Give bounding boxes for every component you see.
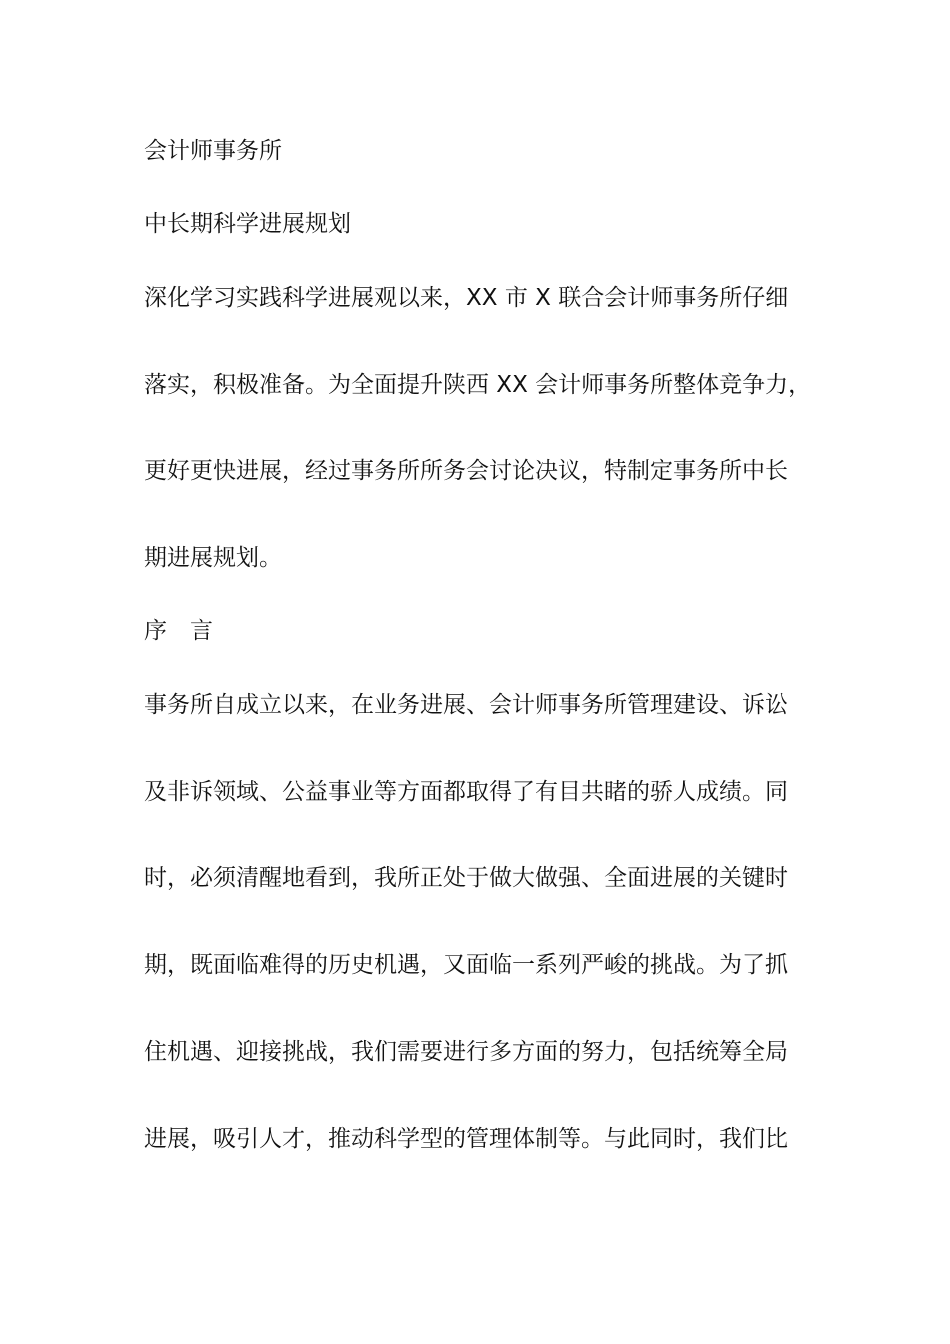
document-title: 会计师事务所 — [144, 138, 282, 164]
body-line-5: 住机遇、迎接挑战，我们需要进行多方面的努力，包括统筹全局 — [144, 1039, 788, 1065]
body-line-1: 事务所自成立以来，在业务进展、会计师事务所管理建设、诉讼 — [144, 692, 788, 718]
intro-line-1: 深化学习实践科学进展观以来，XX 市 X 联合会计师事务所仔细 — [144, 285, 789, 311]
intro-line-3: 更好更快进展，经过事务所所务会讨论决议，特制定事务所中长 — [144, 458, 788, 484]
intro-line-2: 落实，积极准备。为全面提升陕西 XX 会计师事务所整体竞争力， — [144, 372, 812, 398]
section-heading: 序 言 — [144, 618, 213, 644]
body-line-6: 进展，吸引人才，推动科学型的管理体制等。与此同时，我们比 — [144, 1126, 788, 1152]
body-line-4: 期，既面临难得的历史机遇，又面临一系列严峻的挑战。为了抓 — [144, 952, 788, 978]
intro-line-4: 期进展规划。 — [144, 545, 282, 571]
document-subtitle: 中长期科学进展规划 — [144, 211, 351, 237]
body-line-3: 时，必须清醒地看到，我所正处于做大做强、全面进展的关键时 — [144, 865, 788, 891]
body-line-2: 及非诉领域、公益事业等方面都取得了有目共睹的骄人成绩。同 — [144, 779, 788, 805]
